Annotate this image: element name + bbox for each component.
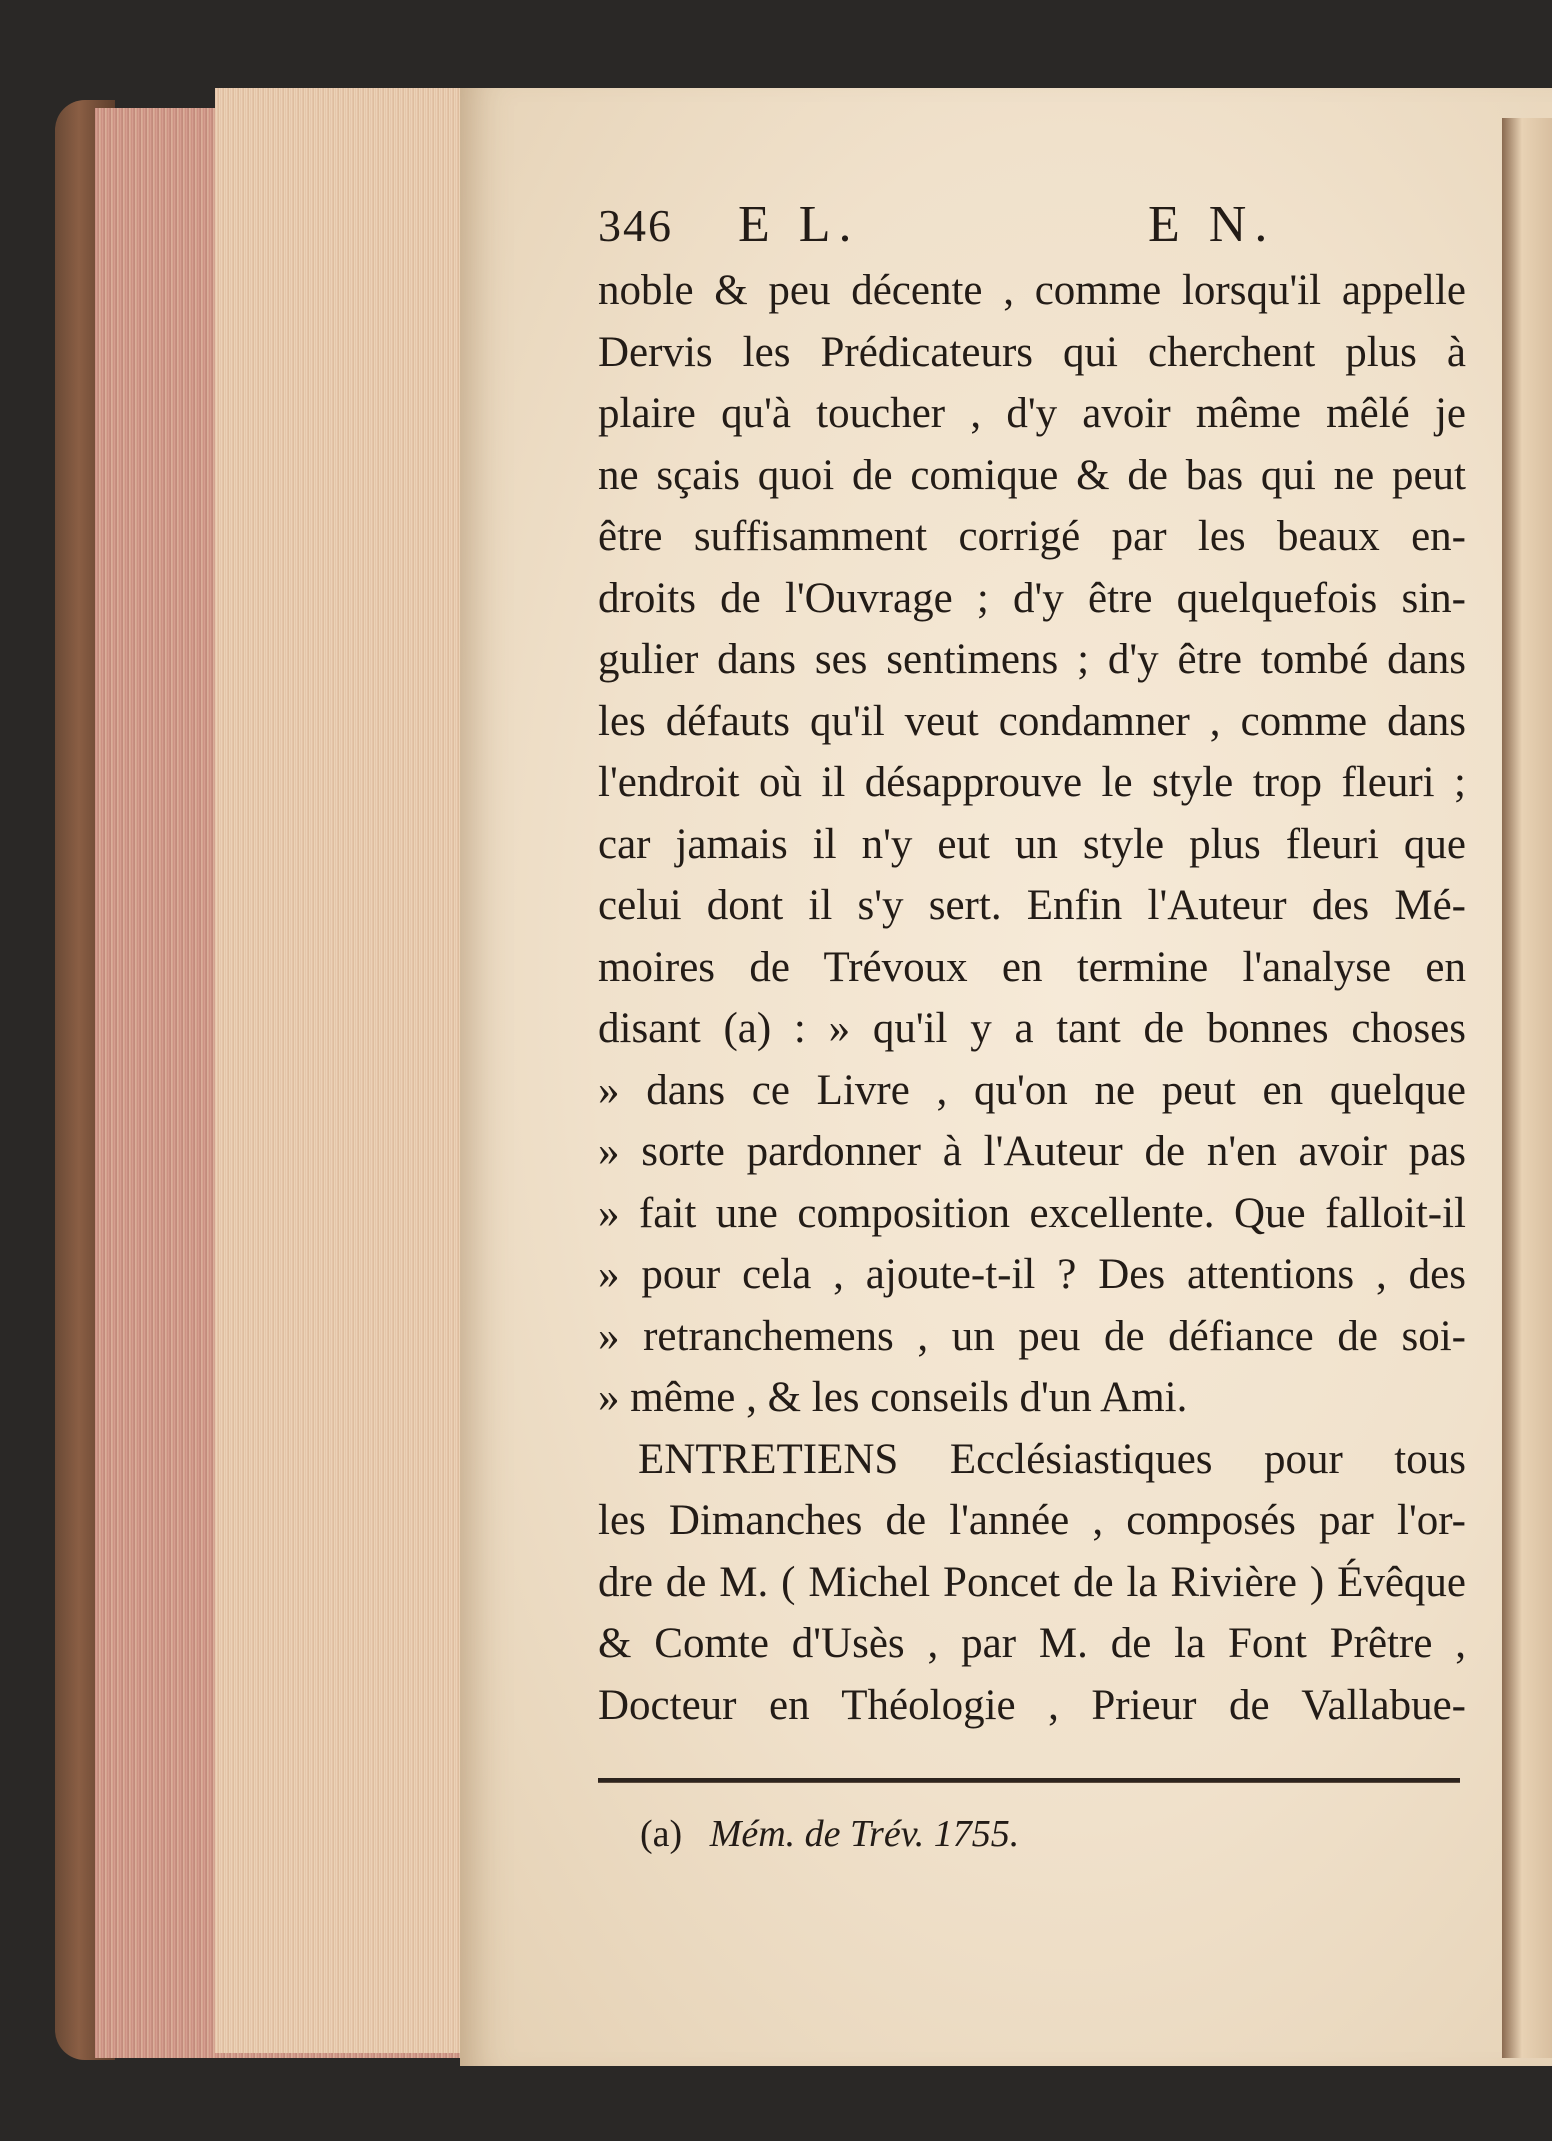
text-line: disant (a) : » qu'il y a tant de bonnes choses <box>598 1005 1466 1052</box>
facing-page-edge <box>1502 118 1552 2058</box>
text-line: » pour cela , ajoute-t-il ? Des attentions , des <box>598 1251 1466 1298</box>
text-line: car jamais il n'y eut un style plus fleuri que <box>598 820 1466 868</box>
text-line: » sorte pardonner à l'Auteur de n'en avoir pas <box>598 1128 1466 1175</box>
text-line: moires de Trévoux en termine l'analyse en <box>598 943 1466 991</box>
footnote <box>640 1812 1340 1856</box>
text-line: dre de M. ( Michel Poncet de la Rivière ) Évêque <box>598 1558 1466 1606</box>
text-line: ne sçais quoi de comique & de bas qui ne peut <box>598 451 1466 499</box>
text-line: » retranchemens , un peu de défiance de soi- <box>598 1312 1466 1360</box>
footnote-rule <box>598 1778 1460 1783</box>
text-line: plaire qu'à toucher , d'y avoir même mêlé je <box>598 390 1466 437</box>
text-line: & Comte d'Usès , par M. de la Font Prêtre , <box>598 1620 1466 1667</box>
text-line: » fait une composition excellente. Que falloit-il <box>598 1189 1466 1237</box>
running-head-right: E N. <box>1148 196 1276 253</box>
footnote-text: Mém. de Trév. 1755. <box>709 1813 1020 1855</box>
page-number: 346 <box>598 200 673 251</box>
text-line: celui dont il s'y sert. Enfin l'Auteur des Mé- <box>598 882 1466 929</box>
text-line: » même , & les conseils d'un Ami. <box>598 1374 1188 1421</box>
running-head-left: E L. <box>738 196 860 253</box>
footnote-mark: (a) <box>640 1813 683 1855</box>
text-line: être suffisamment corrigé par les beaux en- <box>598 513 1466 560</box>
text-line: les Dimanches de l'année , composés par l'or- <box>598 1497 1466 1544</box>
text-line: » dans ce Livre , qu'on ne peut en quelque <box>598 1066 1466 1114</box>
text-line: Dervis les Prédicateurs qui cherchent plus à <box>598 328 1466 376</box>
text-line: droits de l'Ouvrage ; d'y être quelquefois sin- <box>598 574 1466 622</box>
text-line: l'endroit où il désapprouve le style trop fleuri ; <box>598 759 1466 806</box>
text-line: les défauts qu'il veut condamner , comme dans <box>598 697 1466 745</box>
text-line: noble & peu décente , comme lorsqu'il appelle <box>598 267 1466 314</box>
text-line: Docteur en Théologie , Prieur de Vallabue- <box>598 1681 1466 1729</box>
page-text <box>598 195 1466 1736</box>
running-head <box>598 195 1466 260</box>
text-line: gulier dans ses sentimens ; d'y être tombé dans <box>598 636 1466 683</box>
entry-heading-line: ENTRETIENS Ecclésiastiques pour tous <box>638 1435 1466 1483</box>
